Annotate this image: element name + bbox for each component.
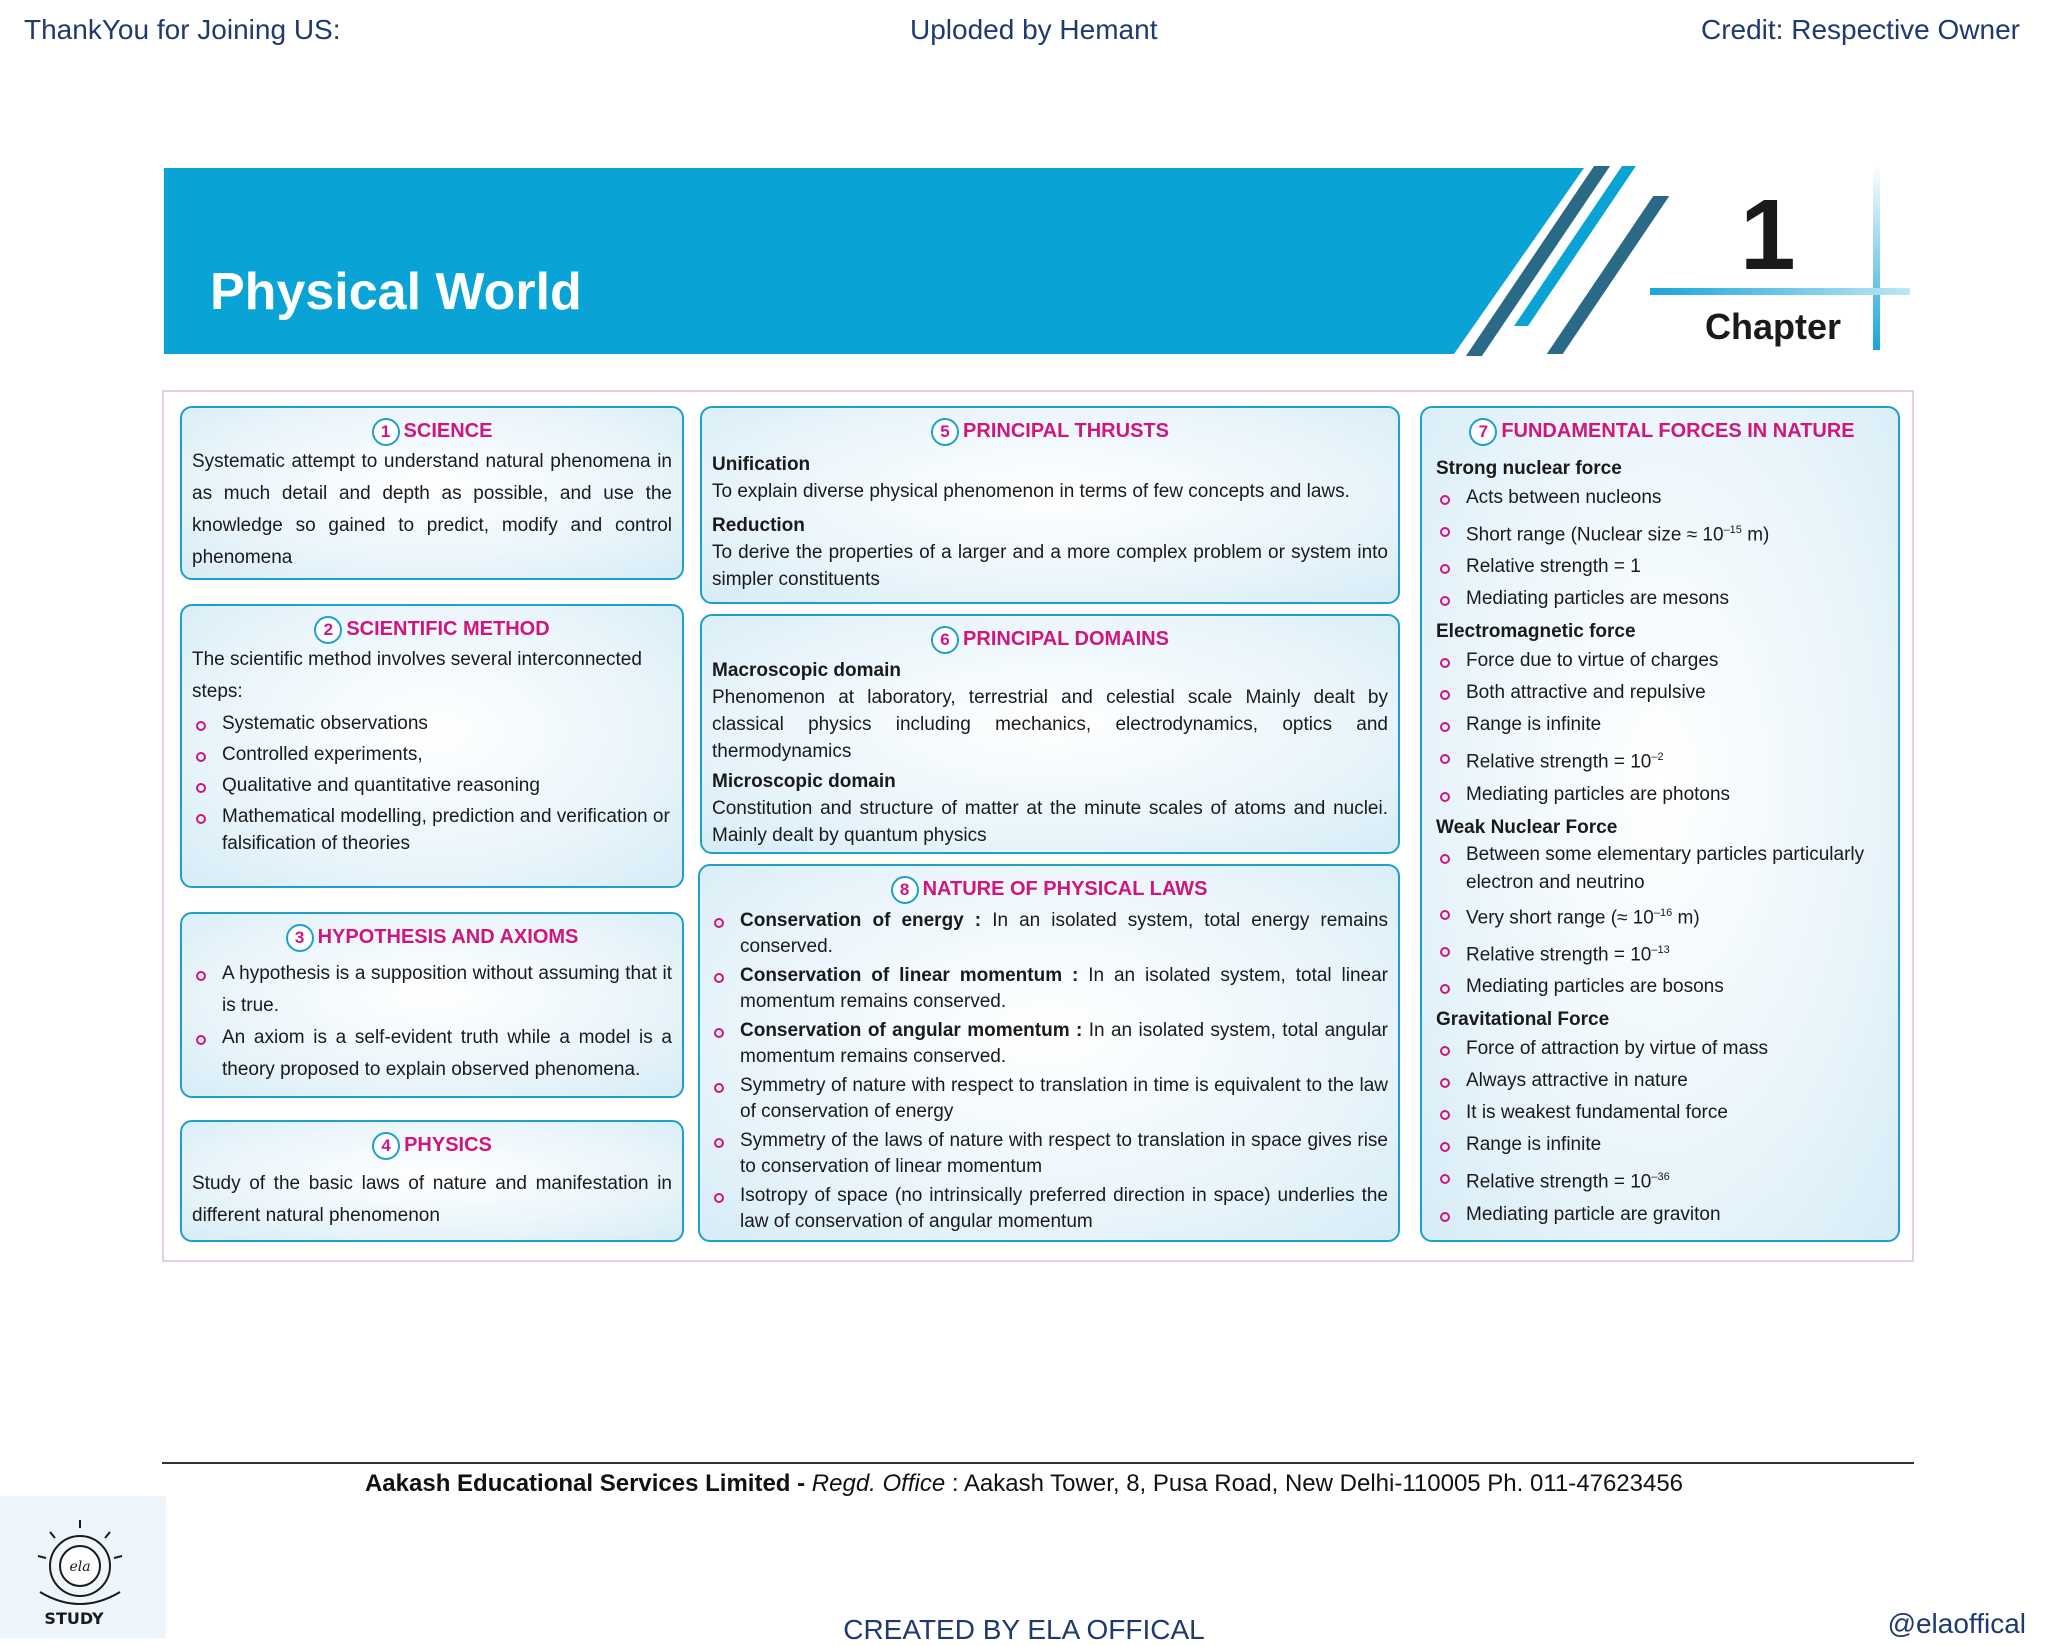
law-text: In an isolated system, total energy remains conserved. (740, 910, 1388, 957)
card-heading (712, 416, 1388, 446)
gravity-heading: Gravitational Force (1436, 1009, 1610, 1031)
strong-force-heading: Strong nuclear force (1436, 458, 1622, 479)
gravity-list (1436, 1033, 1888, 1230)
section-number: 5 (931, 418, 959, 446)
heading-text: PHYSICS (404, 1134, 492, 1156)
physics-text: Study of the basic laws of nature and manifestation in different natural phenomenon (192, 1173, 672, 1226)
list-item: Mathematical modelling, prediction and verification or falsification of theories (192, 803, 672, 857)
list-item: Relative strength = 1 (1436, 551, 1888, 583)
top-left-text: ThankYou for Joining US: (24, 14, 341, 45)
chapter-title: Physical World (210, 263, 582, 321)
list-item (710, 908, 1388, 960)
list-item: A hypothesis is a supposition without assuming that it is true. (192, 958, 672, 1022)
section-number: 6 (931, 626, 959, 654)
section-number: 1 (372, 418, 400, 446)
law-name: Conservation of linear momentum : (740, 965, 1079, 986)
list-item (710, 1183, 1388, 1235)
list-item: Controlled experiments, (192, 741, 672, 768)
micro-text: Constitution and structure of matter at the minute scales of atoms and nuclei. Mainly dealt by quantum physics (712, 798, 1388, 846)
unification-text: To explain diverse physical phenomenon in terms of few concepts and laws. (712, 481, 1350, 502)
list-item (710, 1073, 1388, 1125)
company-name: Aakash Educational Services Limited - (364, 1470, 812, 1497)
section-number: 7 (1469, 418, 1497, 446)
strength-text: Relative strength = 10 (1466, 944, 1652, 966)
chapter-banner (164, 168, 1584, 354)
section-number: 8 (891, 876, 919, 904)
section-number: 2 (314, 616, 342, 644)
list-item: Systematic observations (192, 710, 672, 737)
micro-heading: Microscopic domain (712, 771, 896, 792)
regd-office-label: Regd. Office (811, 1470, 946, 1497)
list-item: It is weakest fundamental force (1436, 1097, 1888, 1129)
top-right-text: Credit: Respective Owner (1700, 14, 2020, 45)
laws-list (710, 908, 1388, 1235)
range-text: Short range (Nuclear size ≈ 10 (1466, 524, 1724, 546)
list-item (710, 1018, 1388, 1070)
list-item (710, 1128, 1388, 1180)
law-name: Conservation of angular momentum : (740, 1020, 1083, 1041)
list-item: Mediating particle are graviton (1436, 1199, 1888, 1231)
list-item (1436, 514, 1888, 551)
macro-text: Phenomenon at laboratory, terrestrial and celestial scale Mainly dealt by classical physics including mechanics, electrodynamics, optics and thermodynamics (712, 687, 1388, 762)
card-scientific-method (180, 604, 684, 888)
strength-text: Relative strength = 10 (1466, 751, 1652, 773)
chapter-number: 1 (1740, 179, 1796, 291)
unification-heading: Unification (712, 454, 811, 475)
created-by-text: CREATED BY ELA OFFICAL (843, 1614, 1205, 1645)
list-item: Mediating particles are bosons (1436, 971, 1888, 1003)
list-item: Range is infinite (1436, 1129, 1888, 1161)
law-text: Symmetry of the laws of nature with respect to translation in space gives rise to conservation of linear momentum (740, 1130, 1388, 1177)
method-intro: The scientific method involves several interconnected steps: (192, 649, 642, 702)
macro-heading: Macroscopic domain (712, 660, 901, 681)
card-nature-of-laws (698, 864, 1400, 1242)
list-item: Force due to virtue of charges (1436, 645, 1888, 677)
list-item (1436, 934, 1888, 971)
chapter-divider-vertical (1873, 164, 1880, 350)
logo-mark-text: ela (69, 1559, 91, 1575)
list-item: Acts between nucleons (1436, 482, 1888, 514)
list-item: Qualitative and quantitative reasoning (192, 772, 672, 799)
range-unit: m) (1741, 524, 1770, 546)
exponent: –15 (1723, 524, 1742, 536)
card-heading (192, 1130, 672, 1160)
strong-force-list (1436, 482, 1888, 615)
list-item: Force of attraction by virtue of mass (1436, 1033, 1888, 1065)
heading-text: HYPOTHESIS AND AXIOMS (317, 926, 579, 948)
card-heading (712, 624, 1388, 654)
science-text: Systematic attempt to understand natural phenomena in as much detail and depth as possible, and use the knowledge so gained to predict, modify and control phenomena (192, 451, 672, 568)
address-text: : Aakash Tower, 8, Pusa Road, New Delhi-110005 Ph. 011-47623456 (945, 1470, 1684, 1497)
chapter-label: Chapter (1705, 306, 1842, 347)
exponent: –13 (1651, 943, 1670, 956)
law-text: Isotropy of space (no intrinsically preferred direction in space) underlies the law of conservation of angular momentum (740, 1185, 1388, 1232)
weak-force-list (1436, 841, 1888, 1004)
list-item: Between some elementary particles particularly electron and neutrino (1436, 841, 1888, 897)
list-item (1436, 1161, 1888, 1198)
exponent: –36 (1651, 1171, 1670, 1184)
heading-text: NATURE OF PHYSICAL LAWS (922, 878, 1208, 900)
card-heading (1436, 416, 1888, 446)
card-heading (192, 416, 672, 446)
card-heading (192, 614, 672, 644)
em-force-heading: Electromagnetic force (1436, 621, 1636, 643)
law-name: Conservation of energy : (740, 910, 982, 931)
card-physics (180, 1120, 684, 1242)
top-center-text: Uploded by Hemant (910, 14, 1158, 45)
footer-rule (162, 1462, 1914, 1464)
law-text: Symmetry of nature with respect to translation in time is equivalent to the law of conservation of energy (740, 1075, 1388, 1122)
law-text: In an isolated system, total linear momentum remains conserved. (740, 965, 1389, 1012)
card-heading (192, 922, 672, 952)
reduction-text: To derive the properties of a larger and a more complex problem or system into simpler constituents (712, 542, 1388, 590)
hypothesis-list (192, 958, 672, 1086)
social-handle: @elaoffical (1887, 1608, 2026, 1639)
list-item: Range is infinite (1436, 709, 1888, 741)
list-item (1436, 897, 1888, 934)
heading-text: SCIENCE (403, 420, 493, 442)
section-number: 3 (286, 924, 314, 952)
list-item: An axiom is a self-evident truth while a model is a theory proposed to explain observed phenomena. (192, 1022, 672, 1086)
weak-force-heading: Weak Nuclear Force (1436, 816, 1618, 838)
exponent: –2 (1651, 751, 1664, 764)
footer-address (0, 1470, 2048, 1498)
card-principal-thrusts (700, 406, 1400, 604)
list-item: Mediating particles are mesons (1436, 583, 1888, 615)
range-unit: m) (1672, 906, 1700, 928)
logo-study-text: STUDY (44, 1609, 104, 1628)
heading-text: PRINCIPAL THRUSTS (963, 420, 1169, 442)
heading-text: SCIENTIFIC METHOD (346, 618, 550, 640)
card-fundamental-forces (1420, 406, 1900, 1242)
list-item: Always attractive in nature (1436, 1065, 1888, 1097)
heading-text: PRINCIPAL DOMAINS (963, 628, 1169, 650)
heading-text: FUNDAMENTAL FORCES IN NATURE (1501, 420, 1855, 442)
reduction-heading: Reduction (712, 515, 805, 536)
law-text: In an isolated system, total angular momentum remains conserved. (740, 1020, 1388, 1067)
method-list (192, 710, 672, 857)
list-item: Both attractive and repulsive (1436, 677, 1888, 709)
card-heading (710, 874, 1388, 904)
exponent: –16 (1653, 906, 1673, 919)
card-hypothesis-axioms (180, 912, 684, 1098)
card-science (180, 406, 684, 580)
card-principal-domains (700, 614, 1400, 854)
strength-text: Relative strength = 10 (1466, 1171, 1652, 1193)
range-text: Very short range (≈ 10 (1466, 906, 1654, 928)
em-force-list (1436, 645, 1888, 810)
list-item: Mediating particles are photons (1436, 779, 1888, 811)
section-number: 4 (372, 1132, 400, 1160)
list-item (710, 963, 1388, 1015)
list-item (1436, 741, 1888, 778)
